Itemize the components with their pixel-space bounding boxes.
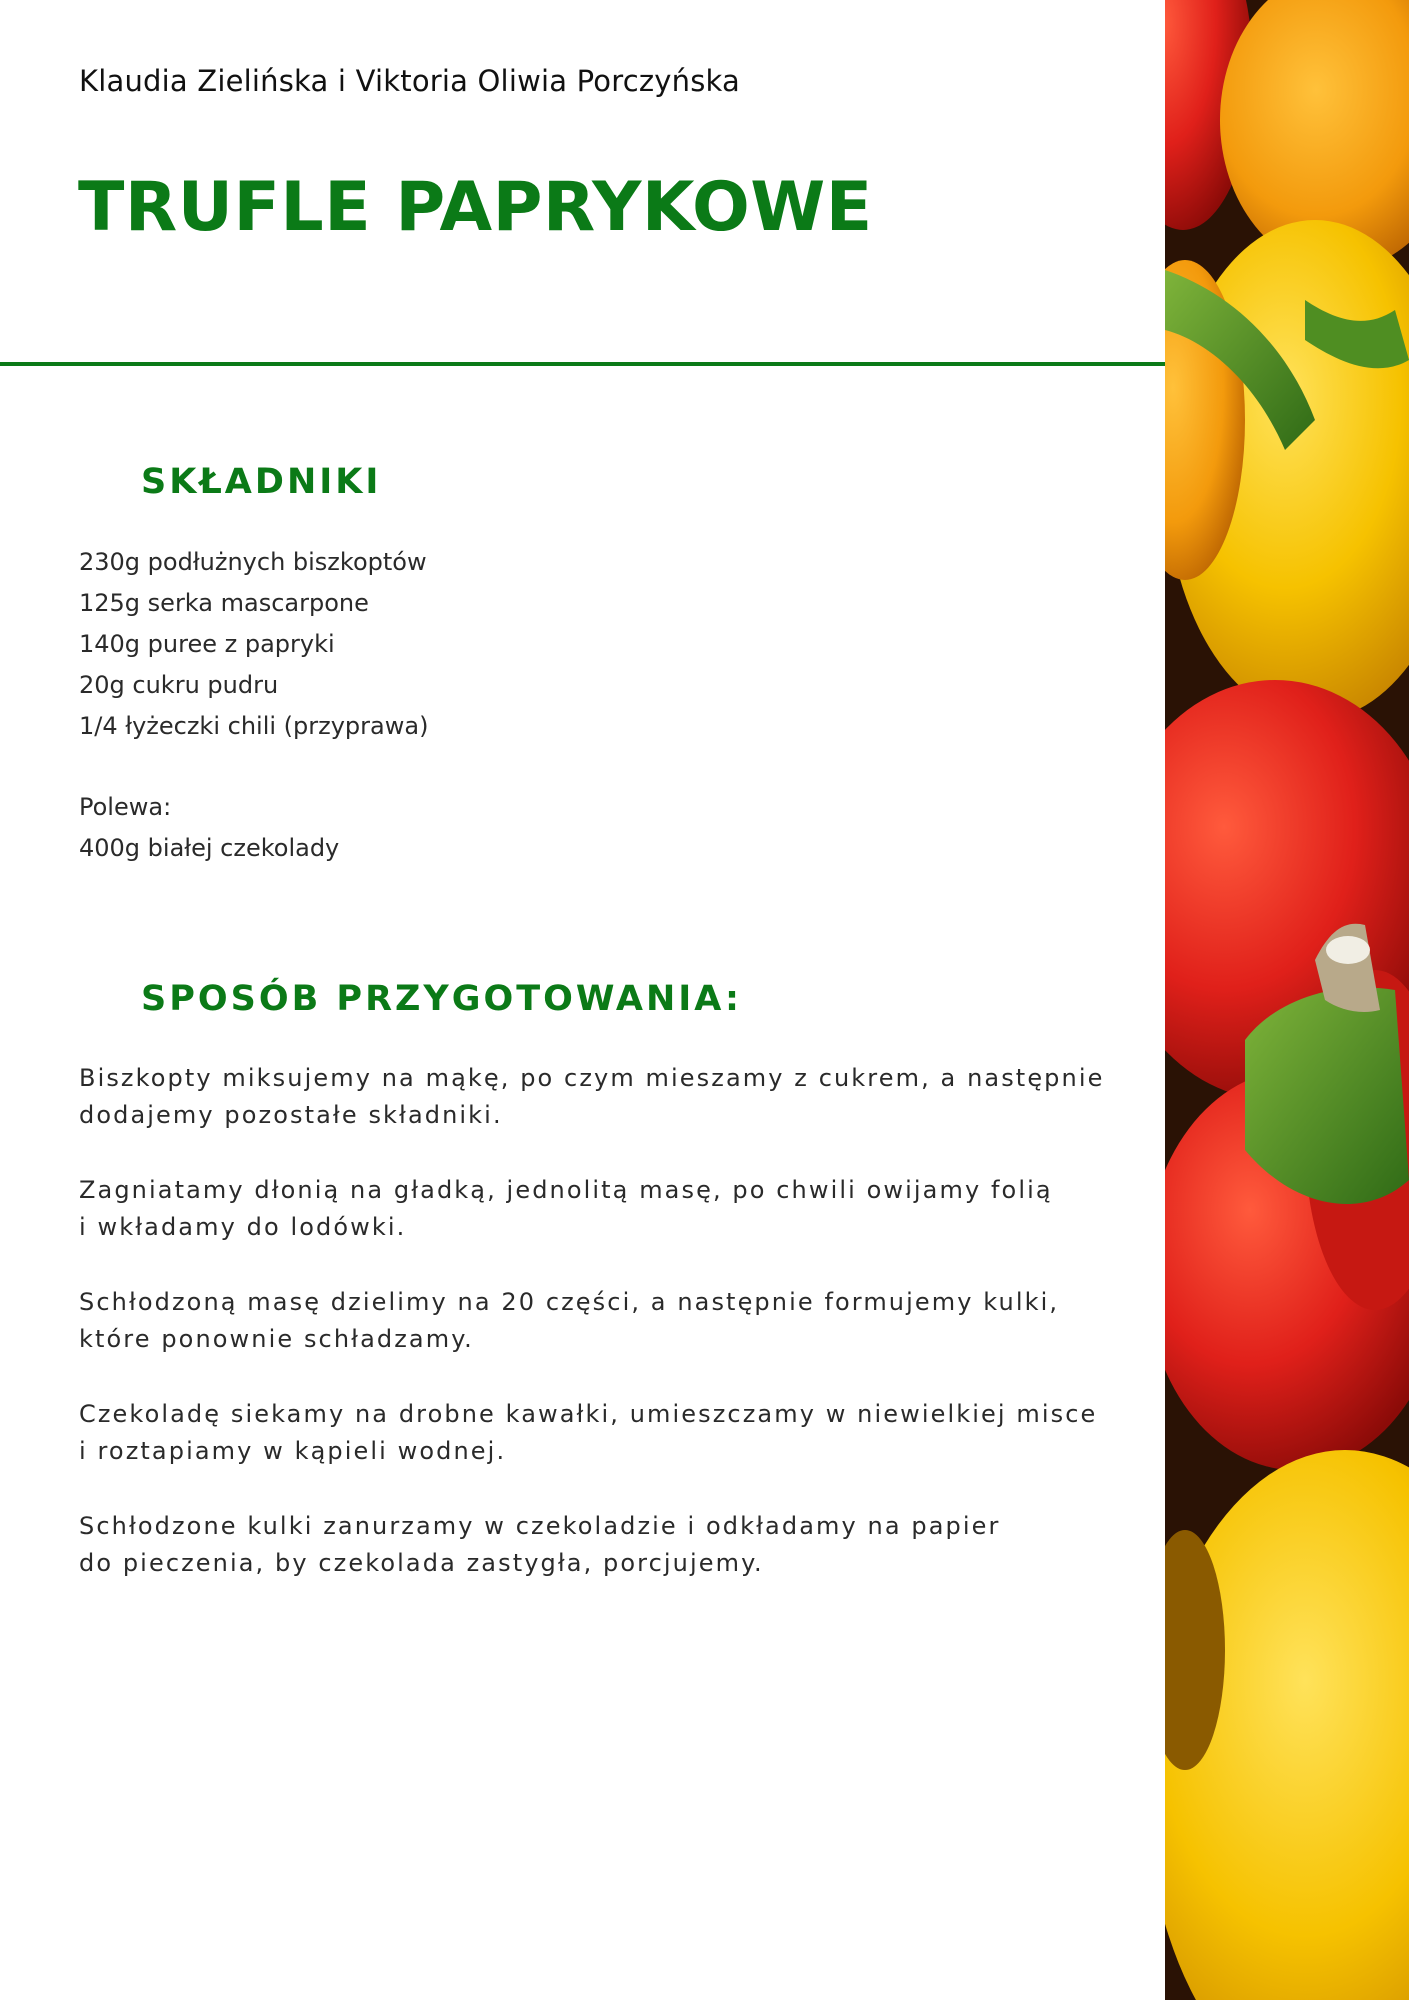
step-line: Schłodzoną masę dzielimy na 20 części, a następnie formujemy kulki, (79, 1288, 1060, 1316)
method-step (79, 1172, 1079, 1246)
step-line: Biszkopty miksujemy na mąkę, po czym mieszamy z cukrem, a następnie (79, 1064, 1105, 1092)
peppers-illustration (1165, 0, 1409, 2000)
step-line: Schłodzone kulki zanurzamy w czekoladzie i odkładamy na papier (79, 1512, 1001, 1540)
method-step (79, 1284, 1079, 1358)
ingredients-heading: SKŁADNIKI (141, 462, 382, 502)
step-line: i wkładamy do lodówki. (79, 1213, 407, 1241)
page-title: TRUFLE PAPRYKOWE (78, 168, 873, 247)
step-line: dodajemy pozostałe składniki. (79, 1101, 503, 1129)
step-line: do pieczenia, by czekolada zastygła, porcjujemy. (79, 1549, 764, 1577)
step-line: i roztapiamy w kąpieli wodnej. (79, 1437, 507, 1465)
method-steps (79, 1060, 1105, 1620)
step-line: które ponownie schładzamy. (79, 1325, 474, 1353)
method-step (79, 1396, 1098, 1470)
ingredient-item: 140g puree z papryki (79, 630, 335, 658)
ingredient-item: 125g serka mascarpone (79, 589, 369, 617)
ingredient-item: 230g podłużnych biszkoptów (79, 548, 427, 576)
topping-item: 400g białej czekolady (79, 834, 340, 862)
topping-label: Polewa: (79, 793, 172, 821)
spacer (79, 747, 428, 787)
method-heading: SPOSÓB PRZYGOTOWANIA: (141, 979, 743, 1019)
ingredients-list (79, 542, 428, 869)
step-line: Czekoladę siekamy na drobne kawałki, umieszczamy w niewielkiej misce (79, 1400, 1098, 1428)
step-line: Zagniatamy dłonią na gładką, jednolitą masę, po chwili owijamy folią (79, 1176, 1053, 1204)
authors: Klaudia Zielińska i Viktoria Oliwia Porczyńska (79, 64, 740, 98)
divider (0, 362, 1165, 366)
ingredient-item: 20g cukru pudru (79, 671, 279, 699)
method-step (79, 1508, 1079, 1582)
ingredient-item: 1/4 łyżeczki chili (przyprawa) (79, 712, 429, 740)
peppers-photo (1165, 0, 1409, 2000)
method-step (79, 1060, 1105, 1134)
